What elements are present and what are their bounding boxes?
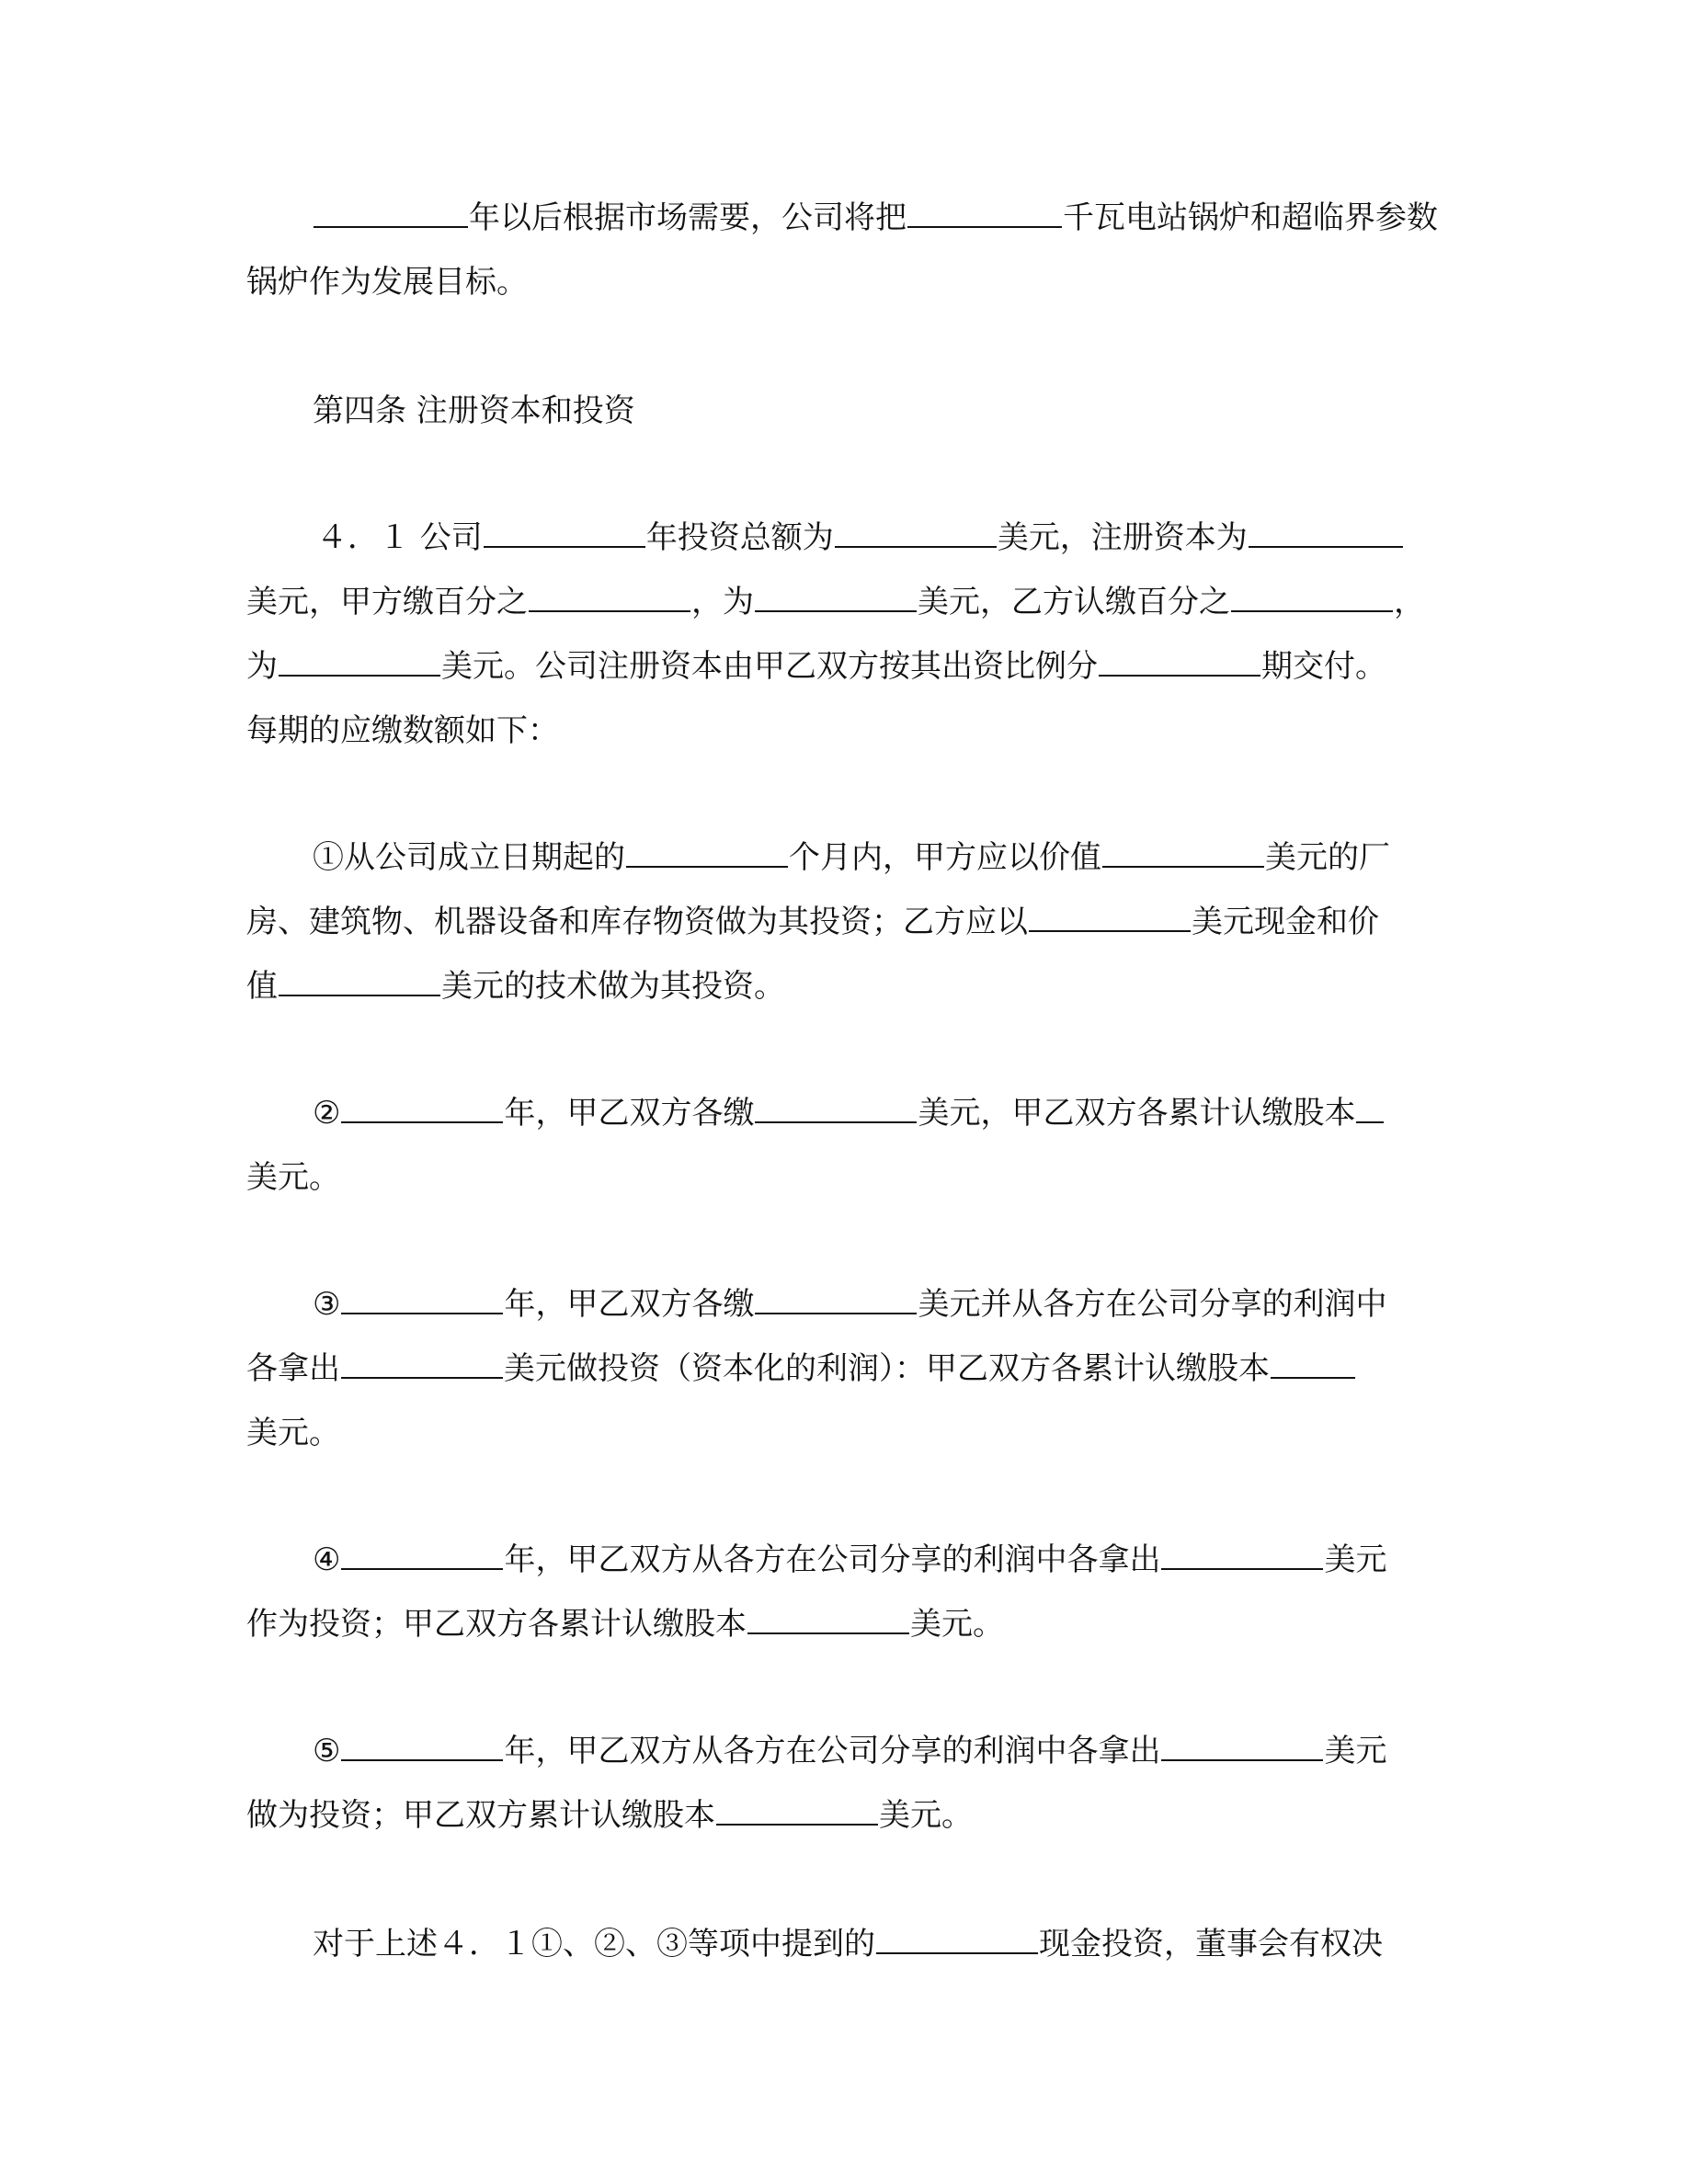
blank-year[interactable] (314, 195, 468, 228)
article-4-heading: 第四条 注册资本和投资 (313, 392, 635, 429)
blank-item4-amount[interactable] (1161, 1537, 1323, 1570)
blank-item3-total[interactable] (1271, 1346, 1355, 1379)
paragraph-item-1: ①从公司成立日期起的 个月内，甲方应以价值 美元的厂 房、建筑物、机器设备和库存物资做为其投资；乙方应以 美元现金和价 值 美元的技术做为其投资。 (246, 825, 1432, 1018)
blank-item3-year[interactable] (341, 1281, 503, 1314)
blank-item3-profit[interactable] (341, 1346, 503, 1379)
paragraph-item-5: ⑤ 年，甲乙双方从各方在公司分享的利润中各拿出 美元 做为投资；甲乙双方累计认缴股本 美元。 (246, 1719, 1432, 1848)
blank-registered-capital[interactable] (1249, 515, 1403, 548)
blank-item2-total[interactable] (1356, 1090, 1384, 1123)
blank-item5-amount[interactable] (1161, 1728, 1323, 1761)
blank-item4-total[interactable] (747, 1601, 909, 1634)
blank-technology-value[interactable] (279, 963, 440, 996)
blank-party-b-percent[interactable] (1231, 579, 1393, 612)
blank-item5-year[interactable] (341, 1728, 503, 1761)
paragraph-development-goal: 年以后根据市场需要，公司将把 千瓦电站锅炉和超临界参数 锅炉作为发展目标。 (246, 186, 1432, 314)
blank-years[interactable] (484, 515, 645, 548)
blank-kilowatt[interactable] (907, 195, 1062, 228)
blank-item5-total[interactable] (716, 1792, 878, 1826)
paragraph-item-4: ④ 年，甲乙双方从各方在公司分享的利润中各拿出 美元 作为投资；甲乙双方各累计认缴股本 美元。 (246, 1528, 1432, 1656)
blank-total-investment[interactable] (835, 515, 997, 548)
blank-months[interactable] (626, 835, 788, 868)
paragraph-4-1: ４．１ 公司 年投资总额为 美元，注册资本为 美元，甲方缴百分之 ，为 美元，乙方认缴百分之 ， 为 美元。公司注册资本由甲乙双方按其出资比例分 期交付。 每期的应缴数额如下： (246, 506, 1432, 763)
blank-cash-investment[interactable] (876, 1921, 1038, 1954)
blank-party-b-cash[interactable] (1029, 899, 1191, 932)
blank-installments[interactable] (1099, 643, 1260, 677)
blank-item2-year[interactable] (341, 1090, 503, 1123)
blank-item3-amount[interactable] (755, 1281, 917, 1314)
paragraph-cash-investment: 对于上述４．１①、②、③等项中提到的 现金投资，董事会有权决 (246, 1912, 1432, 1976)
paragraph-item-2: ② 年，甲乙双方各缴 美元，甲乙双方各累计认缴股本 美元。 (246, 1081, 1432, 1210)
blank-party-a-amount[interactable] (755, 579, 917, 612)
blank-party-a-value[interactable] (1102, 835, 1264, 868)
blank-item4-year[interactable] (341, 1537, 503, 1570)
blank-party-a-percent[interactable] (529, 579, 690, 612)
blank-party-b-amount[interactable] (279, 643, 440, 677)
paragraph-item-3: ③ 年，甲乙双方各缴 美元并从各方在公司分享的利润中 各拿出 美元做投资（资本化的利润）：甲乙双方各累计认缴股本 美元。 (246, 1272, 1432, 1465)
blank-item2-amount[interactable] (755, 1090, 917, 1123)
